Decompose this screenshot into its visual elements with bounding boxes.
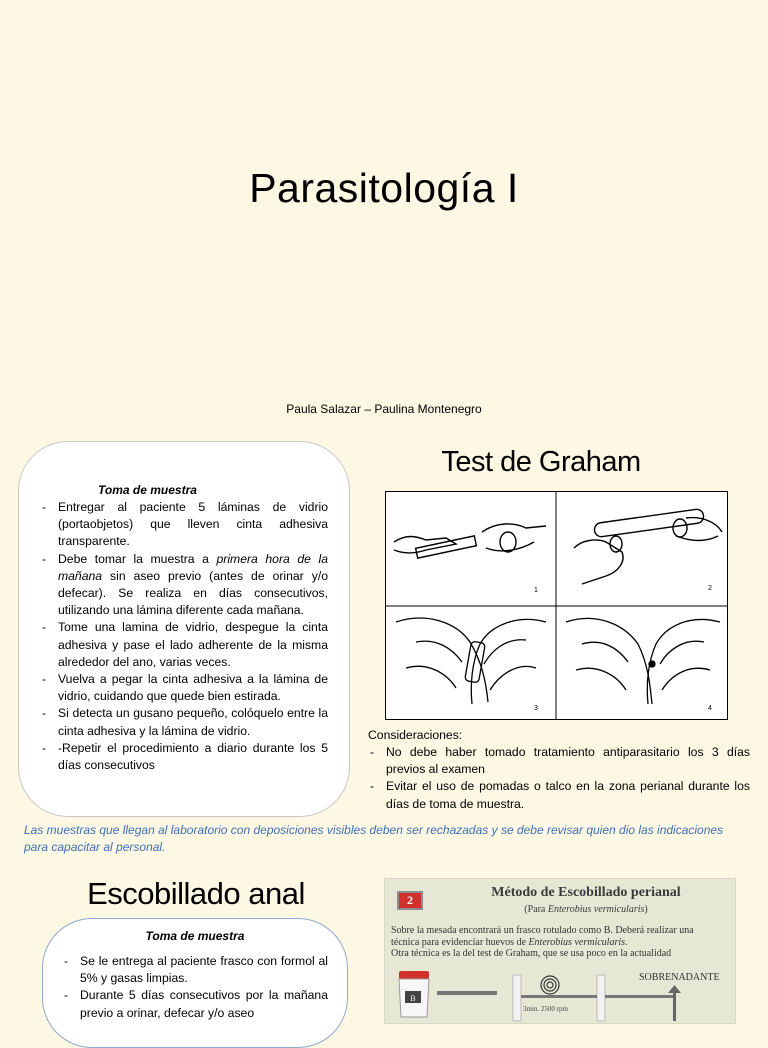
graham-illustration	[385, 491, 728, 720]
graham-step: - Vuelva a pegar la cinta adhesiva a la lámina de vidrio, cuidando que quede bien estirada.	[40, 671, 328, 705]
panel-3-drawing	[396, 618, 546, 704]
panel-3-label: 3	[534, 705, 538, 712]
panel-1-drawing	[394, 524, 546, 558]
tube-icon	[597, 975, 605, 1021]
label-rpm: 3min. 2500 rpm	[523, 1005, 568, 1013]
arrow-up-icon	[668, 985, 681, 993]
escobillado-sample-content	[62, 929, 328, 1022]
centrifuge-spiral-icon	[541, 976, 559, 994]
escobillado-step: - Se le entrega al paciente frasco con formol al 5% y gasas limpias.	[62, 953, 328, 987]
panel-2-label: 2	[708, 585, 712, 592]
jar-b-icon	[399, 971, 429, 1017]
considerations-list	[368, 744, 750, 813]
method-text-line: técnica para evidenciar huevos de Enterobius vermicularis.	[391, 936, 628, 948]
graham-step: - -Repetir el procedimiento a diario durante los 5 días consecutivos	[40, 740, 328, 774]
method-title: Método de Escobillado perianal	[491, 885, 681, 900]
graham-step: - Tome una lamina de vidrio, despegue la cinta adhesiva y pase el lado adherente de la misma alrededor del ano, varias veces.	[40, 619, 328, 671]
method-subtitle: (Para Enterobius vermicularis)	[524, 904, 648, 915]
graham-sample-content	[40, 483, 328, 774]
escobillado-sample-heading: Toma de muestra	[145, 929, 245, 943]
escobillado-step: - Durante 5 días consecutivos por la mañana previo a orinar, defecar y/o aseo	[62, 987, 328, 1021]
panel-4-drawing	[566, 618, 720, 704]
graham-illustration-drawing	[386, 492, 727, 719]
page-title: Parasitología I	[249, 165, 519, 211]
method-diagram	[385, 879, 735, 1023]
label-sobrenadante: SOBRENADANTE	[639, 972, 720, 983]
graham-step: - Entregar al paciente 5 láminas de vidrio (portaobjetos) que lleven cinta adhesiva transparente.	[40, 499, 328, 551]
graham-steps	[40, 499, 328, 774]
escobillado-title: Escobillado anal	[87, 876, 305, 911]
tube-icon	[513, 975, 521, 1021]
method-number-badge: 2	[397, 891, 423, 910]
authors: Paula Salazar – Paulina Montenegro	[286, 402, 482, 416]
graham-sample-heading: Toma de muestra	[98, 483, 197, 497]
considerations	[368, 727, 750, 813]
consideration-item: - No debe haber tomado tratamiento antiparasitario los 3 días previos al examen	[368, 744, 750, 778]
panel-2-drawing	[574, 508, 722, 584]
consideration-item: - Evitar el uso de pomadas o talco en la zona perianal durante los días de toma de muestra.	[368, 778, 750, 812]
graham-step: - Si detecta un gusano pequeño, colóquelo entre la cinta adhesiva y la lámina de vidrio.	[40, 705, 328, 739]
panel-1-label: 1	[534, 587, 538, 594]
process-arrow-line	[437, 991, 497, 995]
method-text-line: Sobre la mesada encontrará un frasco rotulado como B. Deberá realizar una	[391, 925, 694, 936]
rejection-note: Las muestras que llegan al laboratorio con deposiciones visibles deben ser rechazadas y se debe revisar quien dio las indicaciones para capacitar al personal.	[24, 823, 724, 854]
escobillado-method-image	[384, 878, 736, 1024]
graham-step: - Debe tomar la muestra a primera hora de la mañana sin aseo previo (antes de orinar y/o defecar). Se realiza en días consecutivos, utilizando una lámina diferente cada mañana.	[40, 551, 328, 620]
considerations-heading: Consideraciones:	[368, 728, 463, 742]
panel-4-label: 4	[708, 705, 712, 712]
graham-title: Test de Graham	[441, 446, 641, 478]
svg-text:B: B	[410, 994, 416, 1003]
method-text-line: Otra técnica es la del test de Graham, que se usa poco en la actualidad	[391, 948, 672, 959]
escobillado-steps	[62, 953, 328, 1022]
